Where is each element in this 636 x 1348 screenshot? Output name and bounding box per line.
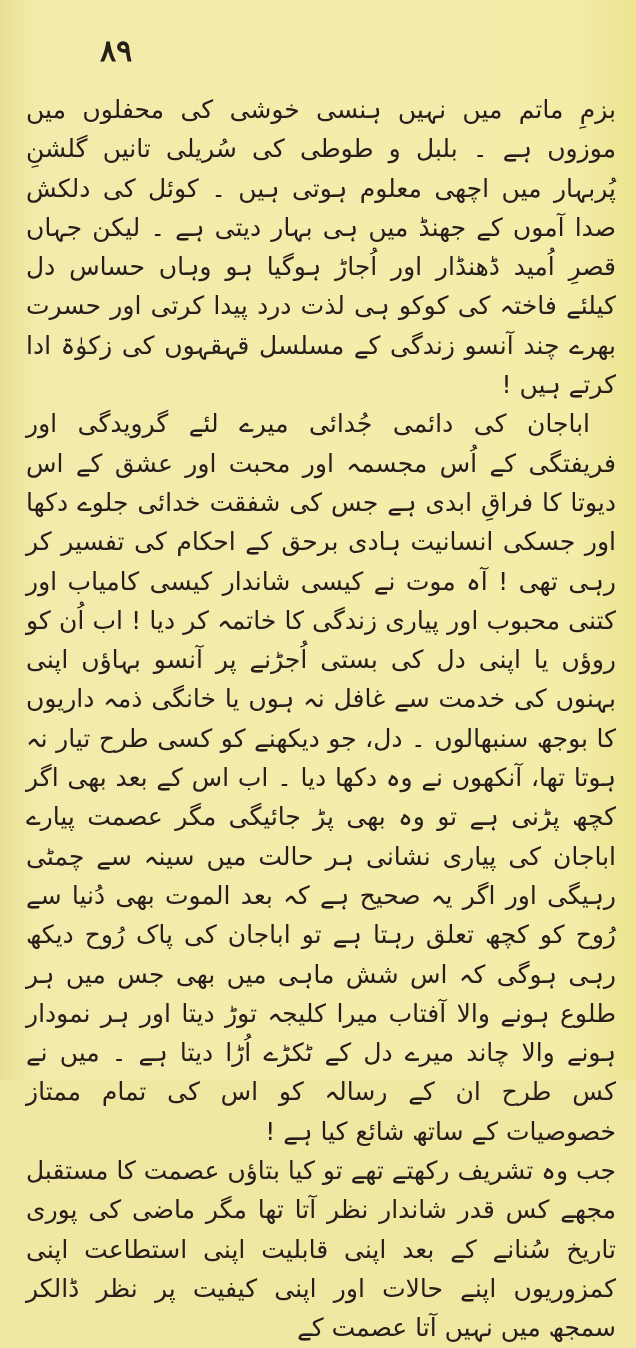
paragraph-2: اباجان کی دائمی جُدائی میرے لئے گرویدگی اور فریفتگی کے اُس مجسمہ اور محبت اور عشق کے اس دیوتا کا فراقِ ابدی ہے جس کی شفقت خدائی جلوے دکھا اور جسکی انسانیت ہادی برحق کے احکام کی تفسیر کر رہی تھی ! آہ موت نے کیسی شاندار کیسی کامیاب اور کتنی محبوب اور پیاری زندگی کا خاتمہ کر دیا ! اب اُن کو روؤں یا اپنی دل کی بستی اُجڑنے پر آنسو بہاؤں اپنی بہنوں کی خدمت سے غافل نہ ہوں یا خانگی ذمہ داریوں کا بوجھ سنبھالوں ۔ دل، جو دیکھنے کو کسی طرح تیار نہ ہوتا تھا، آنکھوں نے وہ دکھا دیا ۔ اب اس کے بعد بھی اگر کچھ پڑنی ہے تو وہ بھی پڑ جائیگی مگر عصمت پیارے اباجان کی پیاری نشانی ہر حالت میں سینہ سے چمٹی رہیگی اور اگر یہ صحیح ہے کہ بعد الموت بھی دُنیا سے رُوح کو کچھ تعلق رہتا ہے تو اباجان کی پاک رُوح دیکھ رہی ہوگی کہ اس شش ماہی میں بھی جس میں ہر طلوع ہونے والا آفتاب میرا کلیجہ توڑ دیتا اور ہر نمودار ہونے والا چاند میرے دل کے ٹکڑے اُڑا دیتا ہے ۔ میں نے کس طرح ان کے رسالہ کو اس کی تمام ممتاز خصوصیات کے ساتھ شائع کیا ہے !	[26, 409, 616, 1146]
paragraph-1: بزمِ ماتم میں نہیں ہنسی خوشی کی محفلوں میں موزوں ہے ۔ بلبل و طوطی کی سُریلی تانیں گلشنِ پُربہار میں اچھی معلوم ہوتی ہیں ۔ کوئل کی دلکش صدا آموں کے جھنڈ میں ہی بہار دیتی ہے ۔ لیکن جہاں قصرِ اُمید ڈھنڈار اور اُجاڑ ہوگیا ہو وہاں حساس دل کیلئے فاختہ کی کوکو ہی لذت درد پیدا کرتی اور حسرت بھرے چند آنسو زندگی کے مسلسل قہقہوں کی زکوٰۃ ادا کرتے ہیں !	[26, 95, 616, 400]
page-text	[26, 90, 616, 1348]
paragraph-3: جب وہ تشریف رکھتے تھے تو کیا بتاؤں عصمت کا مستقبل مجھے کس قدر شاندار نظر آتا تھا مگر ماضی کی پوری تاریخ سُنانے کے بعد اپنی قابلیت اپنی استطاعت اپنی کمزوریوں اپنے حالات اور اپنی کیفیت پر نظر ڈالکر سمجھ میں نہیں آتا عصمت کے	[26, 1156, 616, 1343]
page-number: ۸۹	[100, 34, 133, 69]
